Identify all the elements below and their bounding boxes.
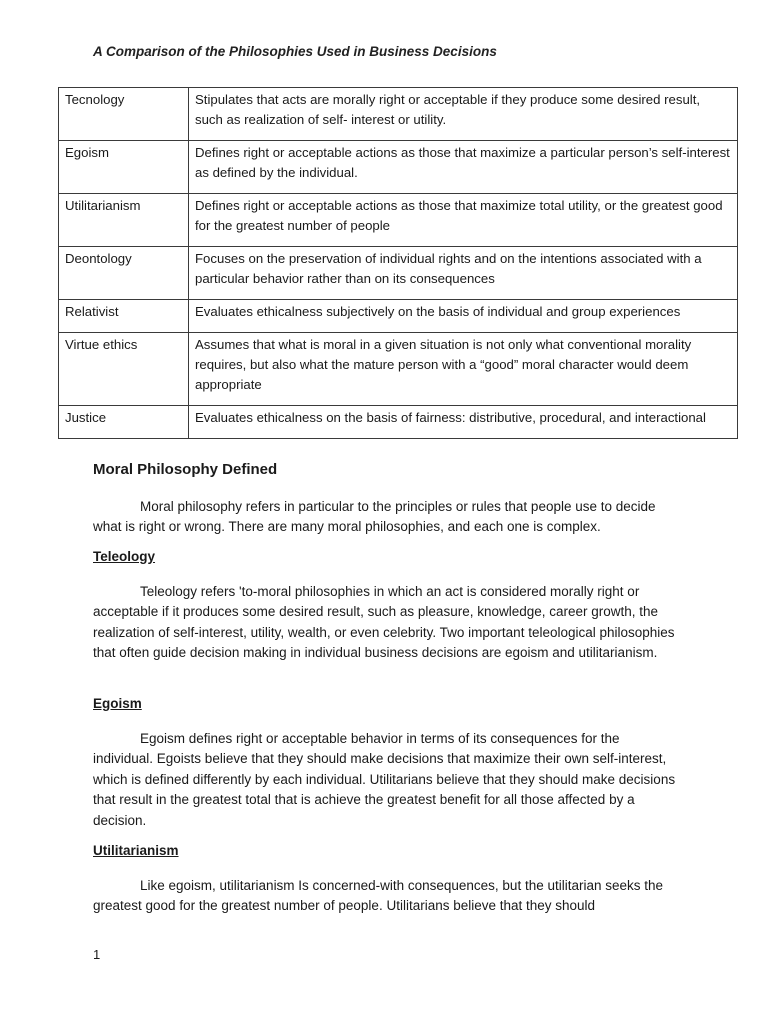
intro-paragraph: Moral philosophy refers in particular to the principles or rules that people use to decide what is right or wrong. There are many moral philosophies, and each one is complex. [93, 499, 656, 535]
table-row [59, 194, 738, 247]
philosophy-term: Justice [59, 406, 189, 439]
subheading-teleology: Teleology [93, 549, 156, 564]
philosophy-definition: Evaluates ethicalness subjectively on the basis of individual and group experiences [189, 300, 738, 333]
paragraph-utilitarianism: Like egoism, utilitarianism Is concerned-with consequences, but the utilitarian seeks the greatest good for the greatest number of people. Utilitarians believe that they should [93, 878, 664, 914]
philosophy-term: Relativist [59, 300, 189, 333]
philosophy-definition: Assumes that what is moral in a given situation is not only what conventional morality requires, but also what the mature person with a “good” moral character would deem appropriate [189, 333, 738, 406]
paragraph-teleology: Teleology refers 'to-moral philosophies in which an act is considered morally right or acceptable if it produces some desired result, such as pleasure, knowledge, career growth, the realization of self-interest, utility, wealth, or even celebrity. Two important teleological philosophies that often guide decision making in individual business decisions are egoism and utilitarianism. [93, 584, 675, 661]
philosophy-definition: Focuses on the preservation of individual rights and on the intentions associated with a particular behavior rather than on its consequences [189, 247, 738, 300]
philosophy-definition: Evaluates ethicalness on the basis of fairness: distributive, procedural, and interactional [189, 406, 738, 439]
page-number: 1 [93, 947, 101, 962]
philosophy-term: Deontology [59, 247, 189, 300]
table-row [59, 406, 738, 439]
philosophy-term: Virtue ethics [59, 333, 189, 406]
paragraph-egoism: Egoism defines right or acceptable behavior in terms of its consequences for the individual. Egoists believe that they should make decisions that maximize their own self-interest, which is defined differently by each individual. Utilitarians believe that they should make decisions that result in the greatest total that is achieve the greatest benefit for all those affected by a decision. [93, 731, 676, 828]
philosophy-definition: Defines right or acceptable actions as those that maximize a particular person’s self-interest as defined by the individual. [189, 141, 738, 194]
philosophy-term: Tecnology [59, 88, 189, 141]
philosophy-term: Egoism [59, 141, 189, 194]
philosophy-definition: Stipulates that acts are morally right or acceptable if they produce some desired result, such as realization of self- interest or utility. [189, 88, 738, 141]
section-heading-moral-philosophy: Moral Philosophy Defined [93, 461, 278, 478]
philosophy-definition: Defines right or acceptable actions as those that maximize total utility, or the greatest good for the greatest number of people [189, 194, 738, 247]
subheading-utilitarianism: Utilitarianism [93, 843, 179, 858]
table-row [59, 88, 738, 141]
subheading-egoism: Egoism [93, 696, 142, 711]
philosophy-term: Utilitarianism [59, 194, 189, 247]
table-row [59, 333, 738, 406]
philosophy-comparison-table [58, 87, 738, 439]
table-row [59, 300, 738, 333]
table-row [59, 247, 738, 300]
document-title: A Comparison of the Philosophies Used in Business Decisions [93, 44, 497, 59]
table-row [59, 141, 738, 194]
